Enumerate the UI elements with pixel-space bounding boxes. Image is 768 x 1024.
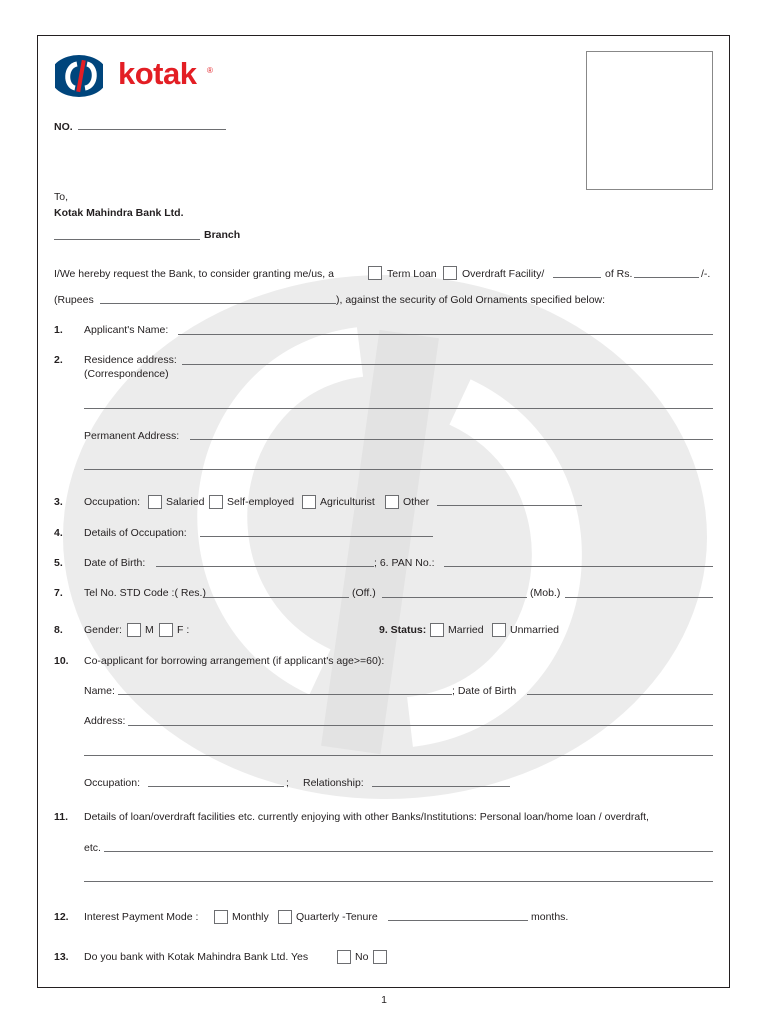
married-label: Married xyxy=(448,624,484,636)
item-number-8: 8. xyxy=(54,624,63,636)
request-text: I/We hereby request the Bank, to consider granting me/us, a xyxy=(54,268,334,280)
to-label: To, xyxy=(54,191,69,203)
occupation-label: Occupation: xyxy=(84,496,141,508)
quarterly-checkbox[interactable] xyxy=(278,910,292,924)
salaried-label: Salaried xyxy=(166,496,205,508)
tel-label: Tel No. STD Code :( Res.) xyxy=(84,587,206,599)
loan-details-field-2[interactable] xyxy=(84,881,713,882)
tel-mob-label: (Mob.) xyxy=(530,587,561,599)
residence-field-2[interactable] xyxy=(84,408,713,409)
no-label: NO. xyxy=(54,121,73,133)
logo-registered-mark: ® xyxy=(207,66,213,75)
item-number-1: 1. xyxy=(54,324,63,336)
overdraft-label: Overdraft Facility/ xyxy=(462,268,545,280)
item-number-4: 4. xyxy=(54,527,63,539)
term-loan-checkbox[interactable] xyxy=(368,266,382,280)
no-label: No xyxy=(355,951,369,963)
loan-details-label: Details of loan/overdraft facilities etc. currently enjoying with other Banks/Institutions: Personal loan/home loan / overdraft, xyxy=(84,811,649,823)
co-name-label: Name: xyxy=(84,685,115,697)
other-checkbox[interactable] xyxy=(385,495,399,509)
yes-checkbox[interactable] xyxy=(337,950,351,964)
relationship-field[interactable] xyxy=(372,786,510,787)
applicant-name-label: Applicant's Name: xyxy=(84,324,169,336)
salaried-checkbox[interactable] xyxy=(148,495,162,509)
etc-label: etc. xyxy=(84,842,101,854)
branch-field[interactable] xyxy=(54,239,200,240)
item-number-7: 7. xyxy=(54,587,63,599)
term-loan-label: Term Loan xyxy=(387,268,437,280)
tel-off-label: (Off.) xyxy=(352,587,376,599)
pan-label: ; 6. PAN No.: xyxy=(374,557,435,569)
tel-res-field[interactable] xyxy=(204,597,349,598)
monthly-checkbox[interactable] xyxy=(214,910,228,924)
gender-m-checkbox[interactable] xyxy=(127,623,141,637)
security-text: ), against the security of Gold Ornaments specified below: xyxy=(336,294,606,306)
dob-field[interactable] xyxy=(156,566,374,567)
permanent-field-2[interactable] xyxy=(84,469,713,470)
coapplicant-label: Co-applicant for borrowing arrangement (if applicant's age>=60): xyxy=(84,655,385,667)
photo-box xyxy=(586,51,713,190)
married-checkbox[interactable] xyxy=(430,623,444,637)
amount-field[interactable] xyxy=(634,277,699,278)
dob-label: Date of Birth: xyxy=(84,557,146,569)
months-label: months. xyxy=(531,911,569,923)
permanent-label: Permanent Address: xyxy=(84,430,180,442)
tel-mob-field[interactable] xyxy=(565,597,713,598)
interest-mode-label: Interest Payment Mode : xyxy=(84,911,199,923)
rupees-label: (Rupees xyxy=(54,294,94,306)
item-number-11: 11. xyxy=(54,811,69,823)
unmarried-label: Unmarried xyxy=(510,624,560,636)
overdraft-checkbox[interactable] xyxy=(443,266,457,280)
co-address-field-2[interactable] xyxy=(84,755,713,756)
kotak-logo-icon xyxy=(55,52,103,100)
other-label: Other xyxy=(403,496,430,508)
relationship-separator: ; xyxy=(286,777,289,789)
tenure-field[interactable] xyxy=(388,920,528,921)
pan-field[interactable] xyxy=(444,566,713,567)
other-occupation-field[interactable] xyxy=(437,505,582,506)
rupees-words-field[interactable] xyxy=(100,303,336,304)
co-address-label: Address: xyxy=(84,715,126,727)
gender-f-checkbox[interactable] xyxy=(159,623,173,637)
co-address-field[interactable] xyxy=(128,725,713,726)
no-checkbox[interactable] xyxy=(373,950,387,964)
gender-f-label: F : xyxy=(177,624,190,636)
co-dob-label: ; Date of Birth xyxy=(452,685,517,697)
co-dob-field[interactable] xyxy=(527,694,713,695)
facility-field[interactable] xyxy=(553,277,601,278)
residence-label: Residence address: xyxy=(84,354,177,366)
residence-field[interactable] xyxy=(182,364,713,365)
agriculturist-label: Agriculturist xyxy=(320,496,375,508)
gender-m-label: M xyxy=(145,624,154,636)
co-name-field[interactable] xyxy=(118,694,452,695)
correspondence-label: (Correspondence) xyxy=(84,368,169,380)
monthly-label: Monthly xyxy=(232,911,269,923)
item-number-10: 10. xyxy=(54,655,69,667)
details-occupation-label: Details of Occupation: xyxy=(84,527,187,539)
unmarried-checkbox[interactable] xyxy=(492,623,506,637)
self-employed-checkbox[interactable] xyxy=(209,495,223,509)
logo-text: kotak xyxy=(118,56,197,91)
agriculturist-checkbox[interactable] xyxy=(302,495,316,509)
bank-name: Kotak Mahindra Bank Ltd. xyxy=(54,207,184,219)
item-number-12: 12. xyxy=(54,911,69,923)
relationship-label: Relationship: xyxy=(303,777,364,789)
details-occupation-field[interactable] xyxy=(200,536,433,537)
no-field[interactable] xyxy=(78,129,226,130)
status-label: 9. Status: xyxy=(379,624,427,636)
gender-label: Gender: xyxy=(84,624,122,636)
page-number: 1 xyxy=(381,994,387,1006)
item-number-3: 3. xyxy=(54,496,63,508)
bank-with-label: Do you bank with Kotak Mahindra Bank Ltd. Yes xyxy=(84,951,309,963)
applicant-name-field[interactable] xyxy=(178,334,713,335)
branch-label: Branch xyxy=(204,229,241,241)
item-number-13: 13. xyxy=(54,951,69,963)
self-employed-label: Self-employed xyxy=(227,496,295,508)
item-number-5: 5. xyxy=(54,557,63,569)
quarterly-label: Quarterly -Tenure xyxy=(296,911,378,923)
permanent-field[interactable] xyxy=(190,439,713,440)
loan-details-field[interactable] xyxy=(104,851,713,852)
amount-suffix: /-. xyxy=(701,268,711,280)
co-occupation-label: Occupation: xyxy=(84,777,141,789)
item-number-2: 2. xyxy=(54,354,63,366)
of-rs-label: of Rs. xyxy=(605,268,633,280)
co-occupation-field[interactable] xyxy=(148,786,284,787)
tel-off-field[interactable] xyxy=(382,597,527,598)
